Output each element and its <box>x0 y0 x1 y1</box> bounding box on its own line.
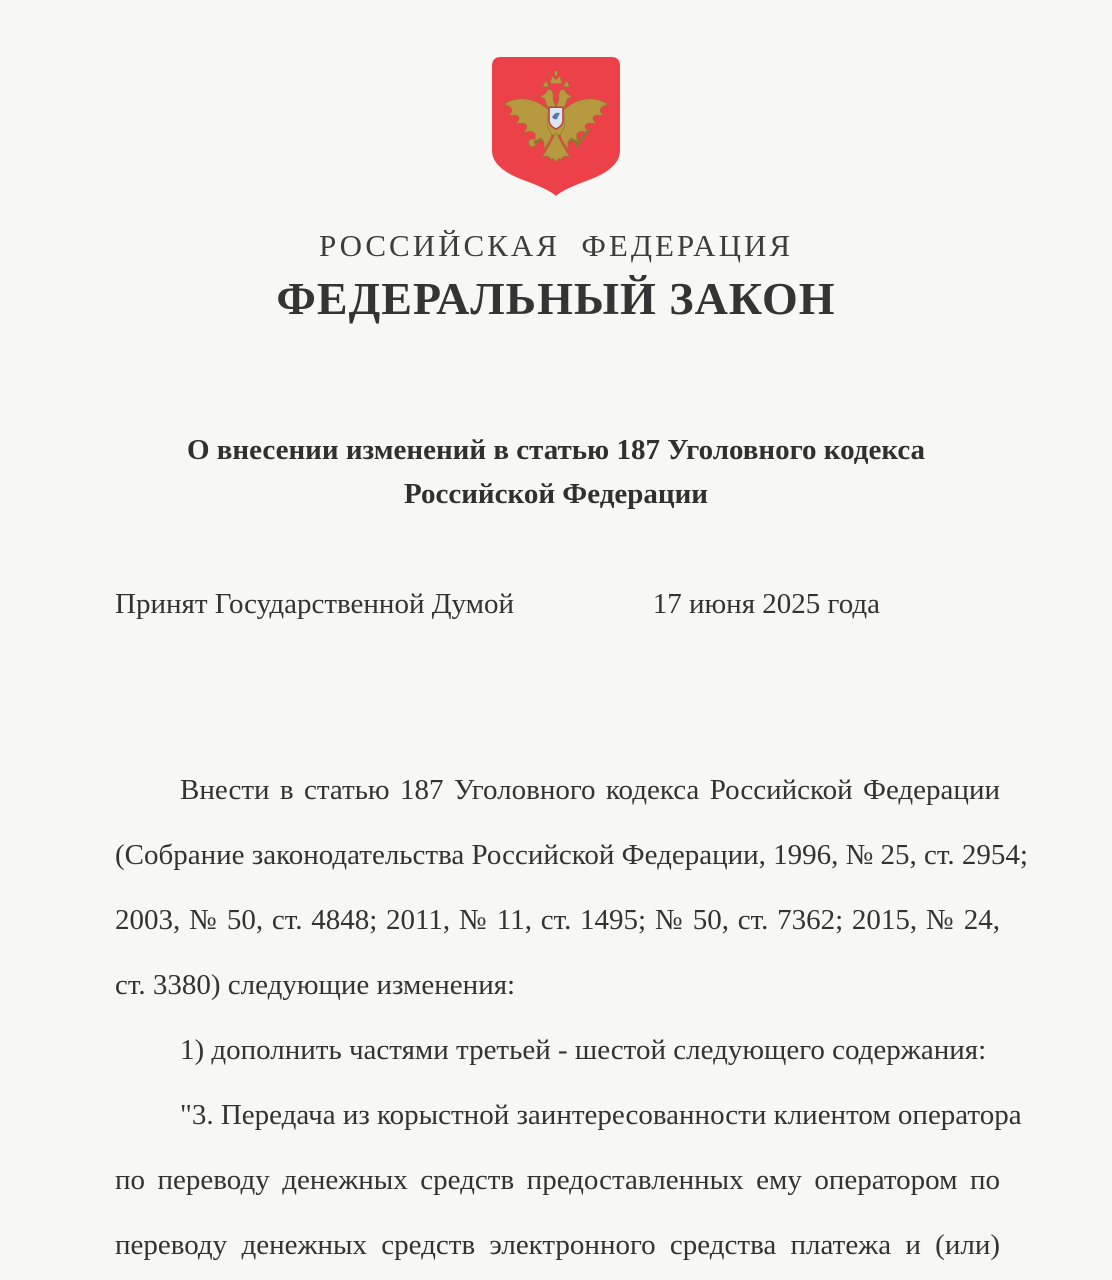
document-type-title: ФЕДЕРАЛЬНЫЙ ЗАКОН <box>276 273 836 324</box>
body-line: 1) дополнить частями третьей - шестой следующего содержания: <box>180 1034 987 1066</box>
body-line: "3. Передача из корыстной заинтересованности клиентом оператора <box>180 1099 1022 1131</box>
body-line: по переводу денежных средств предоставленных ему оператором по <box>115 1164 1000 1196</box>
body-line: Внести в статью 187 Уголовного кодекса Российской Федерации <box>180 774 1000 806</box>
body-line: переводу денежных средств электронного средства платежа и (или) <box>115 1229 1000 1261</box>
law-subject <box>0 428 1112 516</box>
body-line: 2003, № 50, ст. 4848; 2011, № 11, ст. 1495; № 50, ст. 7362; 2015, № 24, <box>115 904 1000 936</box>
adoption-date: 17 июня 2025 года <box>652 588 880 620</box>
country-title: РОССИЙСКАЯ ФЕДЕРАЦИЯ <box>318 228 794 263</box>
body-line: (Собрание законодательства Российской Федерации, 1996, № 25, ст. 2954; <box>115 839 1028 871</box>
russia-coat-of-arms-icon <box>491 56 621 196</box>
emblem-inner-shield <box>549 107 563 129</box>
adoption-row <box>115 586 880 622</box>
law-body-text <box>115 758 1028 1278</box>
law-subject-line-2: Российской Федерации <box>403 478 708 510</box>
body-line: ст. 3380) следующие изменения: <box>115 969 516 1001</box>
law-subject-line-1: О внесении изменений в статью 187 Уголовного кодекса <box>186 434 926 466</box>
adoption-label: Принят Государственной Думой <box>115 588 514 620</box>
